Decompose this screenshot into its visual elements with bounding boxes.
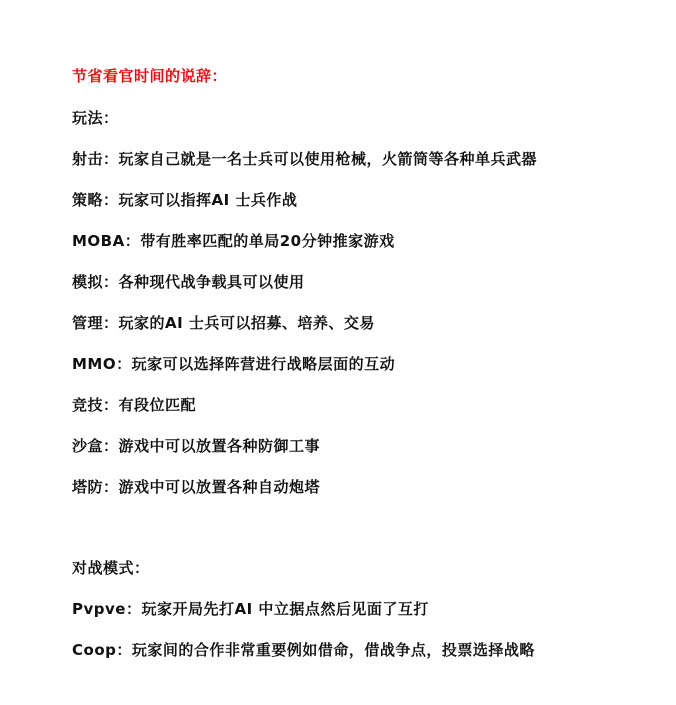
gameplay-item-simulation: 模拟：各种现代战争载具可以使用 bbox=[72, 273, 305, 291]
gameplay-item-moba: MOBA：带有胜率匹配的单局20分钟推家游戏 bbox=[72, 232, 395, 250]
gameplay-item-management: 管理：玩家的AI 士兵可以招募、培养、交易 bbox=[72, 314, 375, 332]
gameplay-item-tower-defense: 塔防：游戏中可以放置各种自动炮塔 bbox=[72, 478, 321, 496]
gameplay-item-mmo: MMO：玩家可以选择阵营进行战略层面的互动 bbox=[72, 355, 396, 373]
gameplay-label: 玩法： bbox=[72, 109, 119, 127]
summary-heading: 节省看官时间的说辞： bbox=[72, 67, 228, 85]
gameplay-item-strategy: 策略：玩家可以指挥AI 士兵作战 bbox=[72, 191, 298, 209]
gameplay-item-competitive: 竞技：有段位匹配 bbox=[72, 396, 197, 414]
gameplay-item-sandbox: 沙盒：游戏中可以放置各种防御工事 bbox=[72, 437, 321, 455]
mode-item-pvpve: Pvpve：玩家开局先打AI 中立据点然后见面了互打 bbox=[72, 600, 429, 618]
gameplay-item-shooting: 射击：玩家自己就是一名士兵可以使用枪械，火箭筒等各种单兵武器 bbox=[72, 150, 538, 168]
mode-item-coop: Coop：玩家间的合作非常重要例如借命，借战争点，投票选择战略 bbox=[72, 641, 535, 659]
document-body bbox=[72, 66, 662, 681]
section-spacer bbox=[72, 518, 662, 558]
battle-modes-label: 对战模式： bbox=[72, 559, 150, 577]
